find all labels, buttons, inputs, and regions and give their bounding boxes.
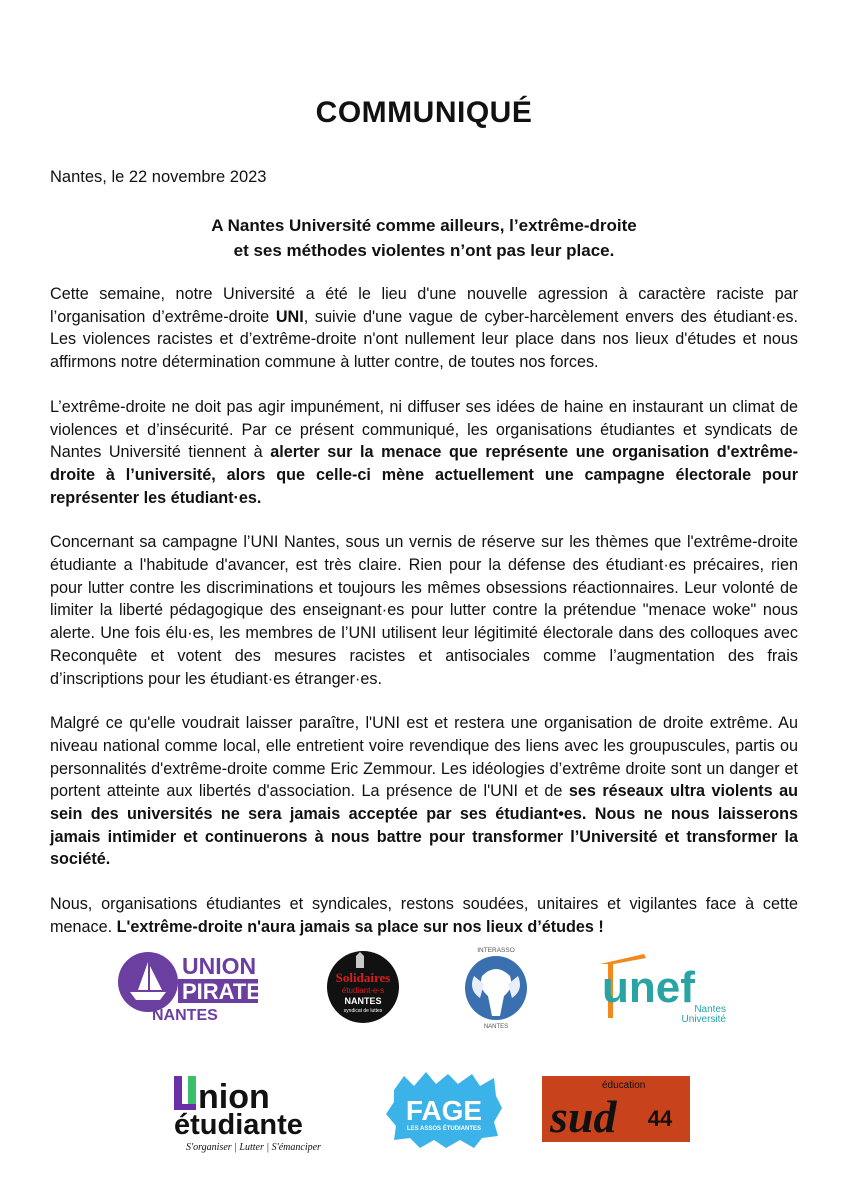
interasso-top: INTERASSO: [477, 947, 515, 954]
paragraph-5: [50, 893, 798, 938]
paragraph-1-text-end: , suivie d'une vague de cyber-harcèlement envers des étudiant·es. Les violences racistes et d’extrême-droite n'ont nullement leur place dans nos lieux d'études et nous affirmons notre détermination commune à lutter contre, de toutes nos forces.: [50, 307, 798, 372]
sud-number: 44: [647, 1106, 673, 1131]
solidaires-line2: étudiant-e-s: [341, 986, 385, 995]
sud-small: éducation: [602, 1080, 646, 1091]
ue-line1: nion: [198, 1078, 270, 1116]
paragraph-2: [50, 396, 798, 510]
paragraph-5-text: Nous, organisations étudiantes et syndicales, restons soudées, unitaires et vigilantes face à cette menace.: [50, 895, 798, 936]
ue-line2: étudiante: [174, 1109, 303, 1141]
document-date: Nantes, le 22 novembre 2023: [50, 168, 267, 186]
fage-logo: [384, 1070, 504, 1150]
union-pirate-line2: PIRATE: [182, 979, 262, 1004]
document-title: COMMUNIQUÉ: [315, 96, 533, 129]
paragraph-5-bold: L'extrême-droite n'aura jamais sa place sur nos lieux d’études !: [116, 917, 604, 936]
paragraph-2-text: L’extrême-droite ne doit pas agir impunément, ni diffuser ses idées de haine en instaurant un climat de violences et d’insécurité. Par ce présent communiqué, les organisations étudiantes et syndicats de Nantes Université tiennent à: [50, 397, 798, 462]
paragraph-4-bold: ses réseaux ultra violents au sein des universités ne sera jamais acceptée par ses étudiant•es. Nous ne nous laisserons jamais intimider et continuerons à nous battre pour transformer l’Université et transformer la société.: [50, 782, 799, 869]
unef-sub2: Université: [681, 1014, 726, 1024]
unef-name: unef: [602, 963, 695, 1012]
ship-hull-icon: [130, 992, 166, 1000]
paragraph-3: Concernant sa campagne l’UNI Nantes, sous un vernis de réserve sur les thèmes que l'extrême-droite étudiante a l'habitude d'avancer, est très claire. Rien pour la défense des étudiant·es précaires, rien pour lutter contre les discriminations et toujours les mêmes obsessions réactionnaires. Leur volonté de limiter la liberté pédagogique des enseignant·es pour lutter contre la prétendue "menace woke" nous alerte. Une fois élu·es, les membres de l’UNI utilisent leur légitimité électorale dans des colloques avec Reconquête et votent des mesures racistes et antisociales comme l’augmentation des frais d’inscriptions pour les étudiant·es étranger·es.: [50, 533, 798, 688]
ue-tagline: S'organiser | Lutter | S'émanciper: [186, 1142, 321, 1153]
interasso-logo: [462, 944, 530, 1030]
paragraph-1-bold: UNI: [275, 307, 304, 326]
union-etudiante-logo: [172, 1072, 334, 1154]
document-body: [50, 283, 798, 961]
fage-name: FAGE: [405, 1095, 483, 1126]
fage-sub: LES ASSOS ÉTUDIANTES: [406, 1126, 482, 1132]
solidaires-line1: Solidaires: [335, 970, 391, 985]
document-headline: [100, 213, 748, 263]
union-pirate-line3: NANTES: [152, 1007, 218, 1024]
interasso-bottom: NANTES: [483, 1024, 509, 1030]
sud-name: sud: [550, 1091, 617, 1142]
solidaires-line4: syndicat de luttes: [343, 1008, 383, 1014]
solidaires-logo: [326, 950, 400, 1024]
paragraph-2-bold: alerter sur la menace que représente une organisation d'extrême-droite à l’université, alors que celle-ci mène actuellement une campagne électorale pour représenter les étudiant·es.: [50, 443, 798, 507]
headline-line-1: A Nantes Université comme ailleurs, l’extrême-droite: [211, 216, 637, 235]
union-pirate-logo: [118, 948, 264, 1024]
paragraph-4-text: Malgré ce qu'elle voudrait laisser paraître, l'UNI est et restera une organisation de droite extrême. Au niveau national comme local, elle entretient voire revendique des liens avec les groupuscules, partis ou personnalités d'extrême-droite comme Eric Zemmour. Les idéologies d’extrême droite sont un danger et portent atteinte aux libertés d'association. La présence de l'UNI et de: [50, 714, 798, 801]
unef-sub1: Nantes: [694, 1004, 726, 1015]
sud-education-logo: [542, 1076, 690, 1142]
paragraph-4: [50, 712, 798, 871]
paragraph-1-text: Cette semaine, notre Université a été le lieu d'une nouvelle agression à caractère raciste par l’organisation d’extrême-droite: [50, 285, 798, 326]
unef-logo: [594, 950, 732, 1024]
headline-line-2: et ses méthodes violentes n’ont pas leur place.: [233, 241, 615, 260]
solidaires-line3: NANTES: [344, 996, 382, 1006]
union-pirate-line1: UNION: [182, 953, 257, 979]
paragraph-1: [50, 283, 798, 374]
